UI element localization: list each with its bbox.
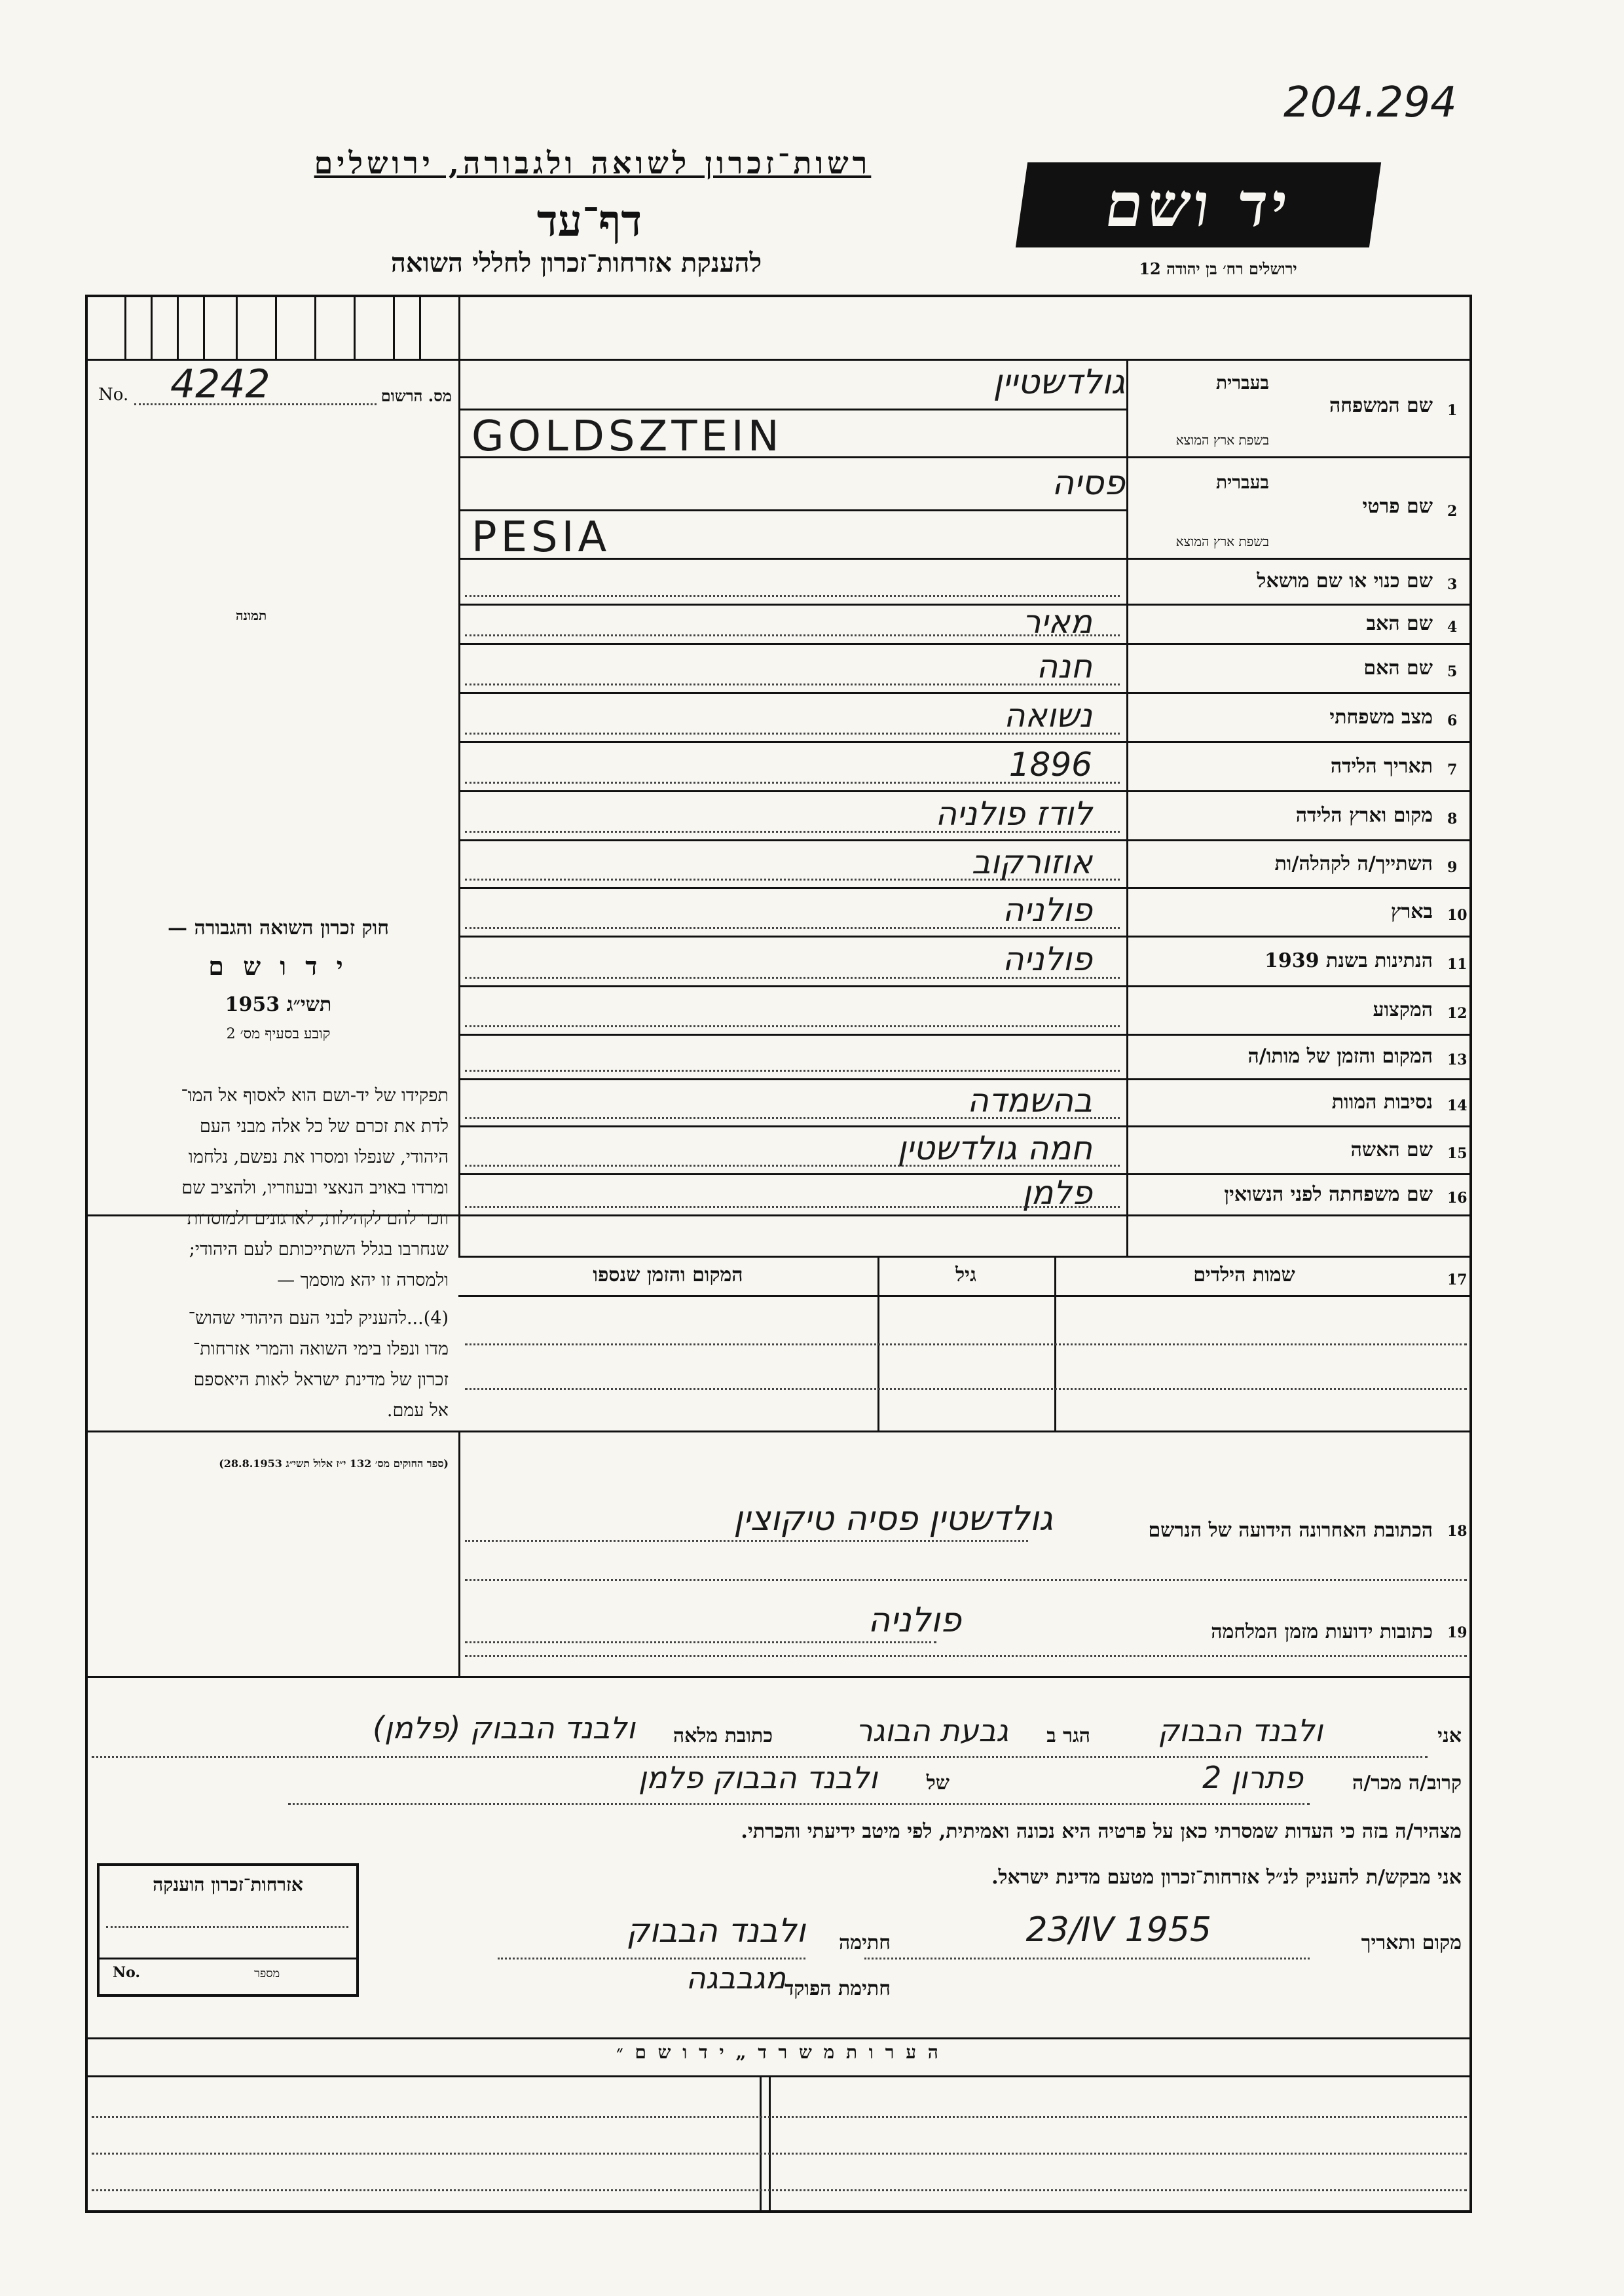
decl-full-address-label: כתובת מלאה — [673, 1724, 773, 1747]
field-label: שם כנוי או שם מושאל — [1257, 570, 1433, 592]
citizenship-no: No. — [113, 1964, 141, 1981]
decl-place: גבעת הבוגר — [855, 1713, 1008, 1748]
law-line: זכרון של מדינת ישראל לאות היאספם — [193, 1370, 449, 1390]
registry-no-prefix: No. — [98, 385, 129, 405]
form-title: דף־עד — [536, 195, 642, 246]
field-number: 13 — [1447, 1051, 1467, 1068]
archive-number: 204.294 — [1283, 79, 1457, 127]
signature-label: חתימה — [839, 1931, 891, 1954]
citizenship-title: אזרחות־זכרון הוענקה — [153, 1874, 303, 1895]
law-line: מדו ונפלו בימי השואה והמרי אזרחות־ — [193, 1339, 449, 1359]
field-sub-hebrew: בעברית — [1215, 372, 1269, 393]
field-row-12 — [458, 987, 1472, 1036]
law-clause: קובע בסעיף מס׳ 2 — [226, 1026, 331, 1042]
law-line: וזכר להם לקהילות, לארגונים ולמוסדות — [187, 1209, 449, 1229]
field-row-10 — [458, 889, 1472, 938]
children-number: 17 — [1447, 1271, 1467, 1288]
field-value: פלמן — [1022, 1173, 1092, 1212]
field-label: המקצוע — [1373, 998, 1433, 1021]
field-label: שם פרטי — [1362, 494, 1433, 518]
field-value-origin: GOLDSZTEIN — [471, 412, 783, 461]
signature-value: ולבנד הבבוק — [626, 1912, 805, 1950]
field-value: בהשמדה — [967, 1082, 1092, 1120]
field-value: לודז פולניה — [935, 794, 1092, 833]
org-title: רשות־זכרון לשואה ולגבורה, ירושלים — [314, 145, 872, 181]
place-date-value: 23/IV 1955 — [1025, 1910, 1211, 1950]
field-value: מאיר — [1022, 603, 1092, 641]
org-address: ירושלים רח׳ בן יהודה 12 — [1139, 259, 1297, 278]
field-label: שם האב — [1366, 612, 1433, 635]
law-name: י ד ו ש ם — [208, 951, 348, 981]
field-number: 3 — [1447, 576, 1458, 593]
field-label: הנתינות בשנת 1939 — [1264, 949, 1433, 972]
field-number: 6 — [1447, 712, 1458, 729]
field-value: חנה — [1036, 647, 1092, 685]
field-label: שם האשה — [1350, 1138, 1433, 1161]
field-row-16 — [458, 1175, 1472, 1216]
field-row-4 — [458, 603, 1472, 645]
field-value: פולניה — [1002, 891, 1092, 929]
field-label: בארץ — [1390, 900, 1433, 923]
decl-of-label: של — [926, 1772, 950, 1795]
children-names-header: שמות הילדים — [1193, 1264, 1295, 1286]
field-row-3 — [458, 560, 1472, 606]
field-number: 18 — [1447, 1523, 1467, 1540]
field-number: 7 — [1447, 761, 1458, 778]
field-label: שם משפחתה לפני הנשואין — [1224, 1182, 1433, 1206]
field-number: 12 — [1447, 1005, 1467, 1022]
children-age-header: גיל — [955, 1264, 976, 1286]
citizenship-box — [97, 1863, 359, 1997]
field-sub-hebrew: בעברית — [1215, 471, 1269, 493]
law-line: היהודי, שנפלו ומסרו את נפשם, נלחמו — [188, 1147, 449, 1167]
field-row-13 — [458, 1036, 1472, 1080]
field-number: 8 — [1447, 810, 1458, 828]
law-source: (ספר החוקים מס׳ 132 י״ז אלול תשי״ג 28.8.1953) — [219, 1457, 449, 1470]
form-subtitle: להענקת אזרחות־זכרון לחללי השואה — [390, 247, 762, 278]
law-line: תפקידו של יד-ושם הוא לאסוף אל המו־ — [181, 1085, 449, 1106]
law-line: שנחרבו בגלל השתייכותם לעם היהודי; — [189, 1239, 449, 1260]
field-label: שם המשפחה — [1329, 394, 1433, 417]
field-label: השתייך/ה לקהלה/ות — [1274, 852, 1433, 875]
field-row-11 — [458, 938, 1472, 987]
officer-signature-value: מגבבגה — [686, 1960, 786, 1995]
field-value: פולניה — [868, 1601, 961, 1640]
field-row-2 — [458, 458, 1472, 560]
field-number: 5 — [1447, 663, 1458, 680]
field-row-5 — [458, 645, 1472, 694]
field-value: פולניה — [1002, 940, 1092, 978]
logo-text: יד ושם — [1101, 170, 1296, 240]
decl-i: אני — [1437, 1724, 1462, 1747]
field-sub-origin: בשפת ארץ המוצא — [1175, 534, 1269, 549]
field-label: מצב משפחתי — [1329, 705, 1433, 729]
field-row-14 — [458, 1080, 1472, 1127]
photo-placeholder-label: תמונה — [236, 608, 267, 623]
field-row-1 — [458, 359, 1472, 461]
registry-no-value: 4242 — [170, 361, 270, 407]
decl-relation: פתרון 2 — [1202, 1760, 1303, 1795]
field-row-8 — [458, 792, 1472, 841]
law-line: לדת את זכרם של כל אלה מבני העם — [199, 1116, 449, 1137]
place-date-label: מקום ותאריך — [1361, 1931, 1462, 1954]
field-number: 2 — [1447, 502, 1458, 520]
decl-lives-in: הגר ב — [1046, 1724, 1090, 1747]
field-label: מקום וארץ הלידה — [1295, 803, 1433, 827]
registry-no-label: מס. הרשום — [380, 386, 452, 405]
field-number: 16 — [1447, 1189, 1467, 1207]
law-line: ומרדו באויב הנאצי ובעוזריו, ולהציב שם — [181, 1178, 449, 1198]
yad-vashem-logo — [1016, 162, 1381, 247]
address-row-19 — [458, 1601, 1472, 1653]
field-number: 14 — [1447, 1097, 1467, 1114]
field-value: 1896 — [1008, 745, 1092, 784]
law-year: תשי״ג 1953 — [225, 993, 332, 1016]
field-row-15 — [458, 1127, 1472, 1175]
field-value: נשואה — [1003, 696, 1092, 735]
decl-statement-1: מצהיר/ה בזה כי העדות שמסרתי כאן על פרטיה היא נכונה ואמיתית, לפי מיטב ידיעתי והכרתי. — [741, 1820, 1462, 1843]
field-label: המקום והזמן של מותו/ה — [1247, 1045, 1433, 1068]
field-label: כתובות ידועות מזמן המלחמה — [1211, 1620, 1433, 1643]
field-number: 11 — [1447, 956, 1467, 973]
address-row-18 — [458, 1499, 1472, 1552]
field-number: 4 — [1447, 619, 1458, 636]
decl-name: ולבנד הבבוק — [1158, 1713, 1323, 1748]
law-box — [111, 917, 445, 1042]
law-line: אל עמם. — [386, 1400, 449, 1421]
officer-signature-label: חתימת הפוקד — [784, 1977, 891, 2000]
field-label: נסיבות המוות — [1331, 1091, 1433, 1114]
field-label: תאריך הלידה — [1330, 754, 1433, 778]
citizenship-num-label: מספר — [254, 1967, 280, 1980]
field-value-hebrew: גולדשטיין — [993, 363, 1125, 402]
field-value: גולדשטין פסיה טיקוצין — [733, 1499, 1053, 1539]
decl-relation-label: קרוב/ה מכר/ה — [1352, 1772, 1462, 1795]
law-body-2 — [108, 1303, 449, 1426]
field-label: הכתובת האחרונה הידועה של הנרשם — [1148, 1519, 1433, 1542]
remarks-title: ה ע ר ו ת מ ש ר ד „ י ד ו ש ם ״ — [616, 2041, 941, 2063]
field-row-7 — [458, 743, 1472, 792]
field-number: 9 — [1447, 858, 1458, 876]
field-value-origin: PESIA — [471, 513, 611, 562]
law-body-1 — [108, 1080, 449, 1296]
children-place-header: המקום והזמן שנספו — [593, 1264, 743, 1286]
decl-full-address: ולבנד הבבוק (פלמן) — [373, 1710, 635, 1745]
field-label: שם האם — [1363, 656, 1433, 680]
law-line: ולמסרה זו יהא מוסמך — — [277, 1270, 449, 1290]
field-number: 1 — [1447, 402, 1458, 419]
registry-number — [98, 361, 452, 407]
field-number: 19 — [1447, 1624, 1467, 1641]
field-value-hebrew: פסיה — [1052, 463, 1125, 503]
field-number: 10 — [1447, 907, 1467, 924]
law-line: (4)...להעניק לבני העם היהודי שהוש־ — [188, 1308, 449, 1328]
field-row-6 — [458, 694, 1472, 743]
field-value: חמה גולדשטין — [897, 1129, 1092, 1167]
decl-statement-2: אני מבקש/ת להעניק לנ״ל אזרחות־זכרון מטעם מדינת ישראל. — [991, 1866, 1462, 1889]
field-number: 15 — [1447, 1144, 1467, 1162]
field-value: אוזורקוב — [971, 843, 1092, 881]
field-sub-origin: בשפת ארץ המוצא — [1175, 432, 1269, 448]
law-title: חוק זכרון השואה והגבורה — — [168, 917, 389, 939]
field-row-9 — [458, 841, 1472, 889]
decl-of: ולבנד הבבוק פלמן — [638, 1760, 877, 1795]
